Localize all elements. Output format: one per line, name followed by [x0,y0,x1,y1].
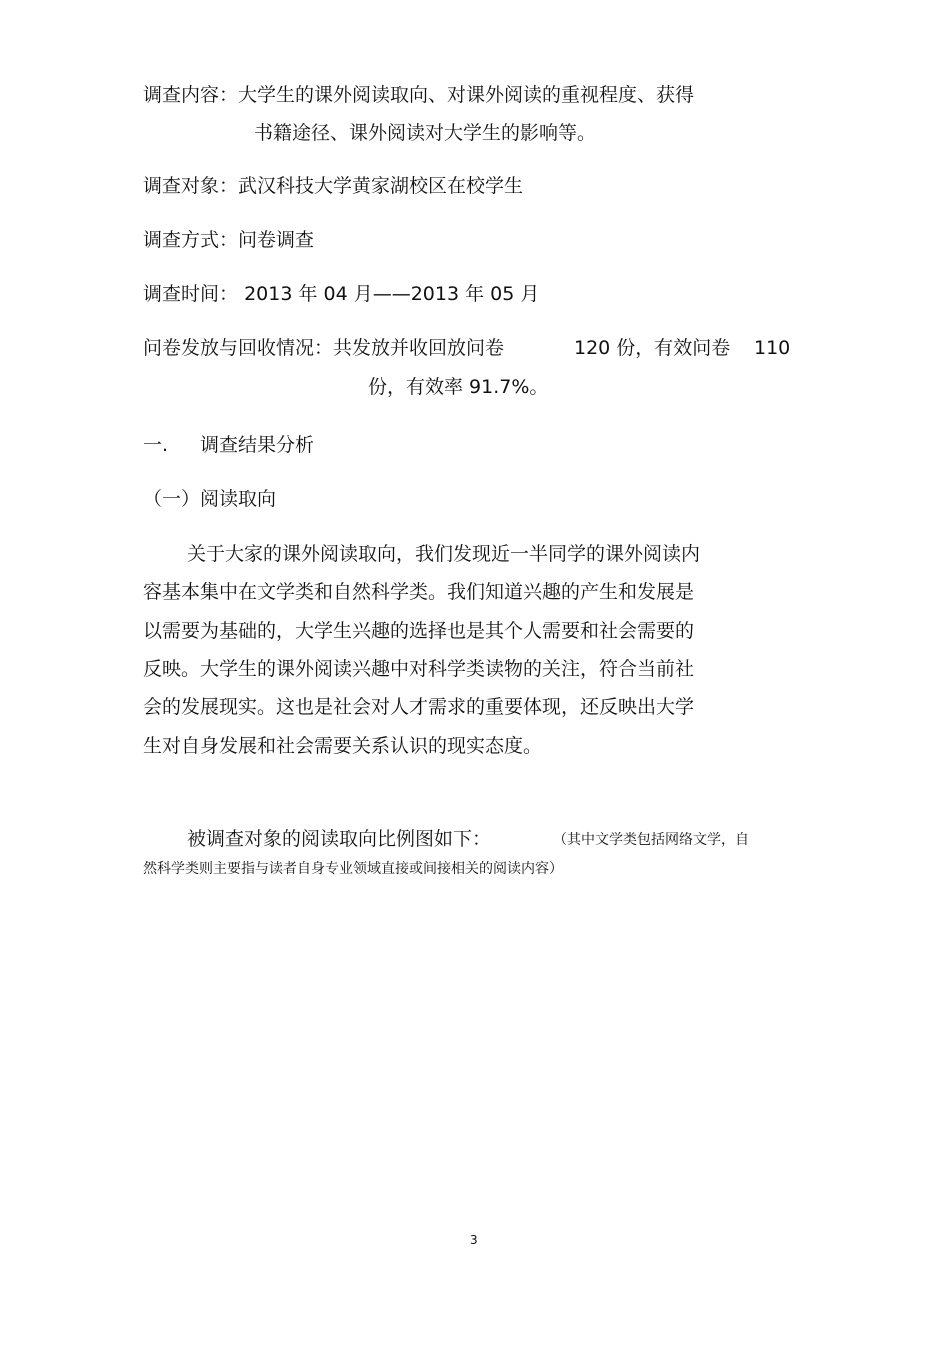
chart-intro-note-line1: （其中文学类包括网络文学，自 [553,832,749,848]
subsection-title: （一）阅读取向 [143,488,277,510]
survey-time-value: 2013 年 04 月——2013 年 05 月 [244,283,540,305]
survey-distribution-line2: 份，有效率 91.7%。 [368,376,549,398]
distribution-part-b: 120 份，有效问卷 [574,337,731,359]
survey-content-line1 [143,83,694,107]
chart-intro-text: 被调查对象的阅读取向比例图如下： [187,828,492,850]
section-title: 调查结果分析 [200,434,315,456]
survey-content-label: 调查内容： [143,84,239,106]
survey-time [143,282,539,306]
chart-intro-note-line2: 然科学类则主要指与读者自身专业领域直接或间接相关的阅读内容） [143,861,563,877]
paragraph-line: 反映。大学生的课外阅读兴趣中对科学类读物的关注，符合当前社 [143,658,695,680]
paragraph-line: 关于大家的课外阅读取向，我们发现近一半同学的课外阅读内 [187,543,701,565]
survey-distribution-line1 [143,336,504,360]
page-number: 3 [470,1233,478,1247]
survey-target: 调查对象：武汉科技大学黄家湖校区在校学生 [143,175,524,197]
distribution-part-a: 问卷发放与回收情况：共发放并收回放问卷 [143,337,505,359]
paragraph-line: 容基本集中在文学类和自然科学类。我们知道兴趣的产生和发展是 [143,581,695,603]
paragraph-line: 会的发展现实。这也是社会对人才需求的重要体现，还反映出大学 [143,696,695,718]
survey-time-label: 调查时间： [143,283,239,305]
distribution-part-c: 110 [754,337,791,359]
survey-content-line2: 书籍途径、课外阅读对大学生的影响等。 [254,122,597,144]
paragraph-line: 生对自身发展和社会需要关系认识的现实态度。 [143,735,543,757]
section-number: 一. [143,434,169,456]
survey-method: 调查方式：问卷调查 [143,229,315,251]
paragraph-line: 以需要为基础的，大学生兴趣的选择也是其个人需要和社会需要的 [143,620,695,642]
survey-content-text: 大学生的课外阅读取向、对课外阅读的重视程度、获得 [238,84,695,106]
